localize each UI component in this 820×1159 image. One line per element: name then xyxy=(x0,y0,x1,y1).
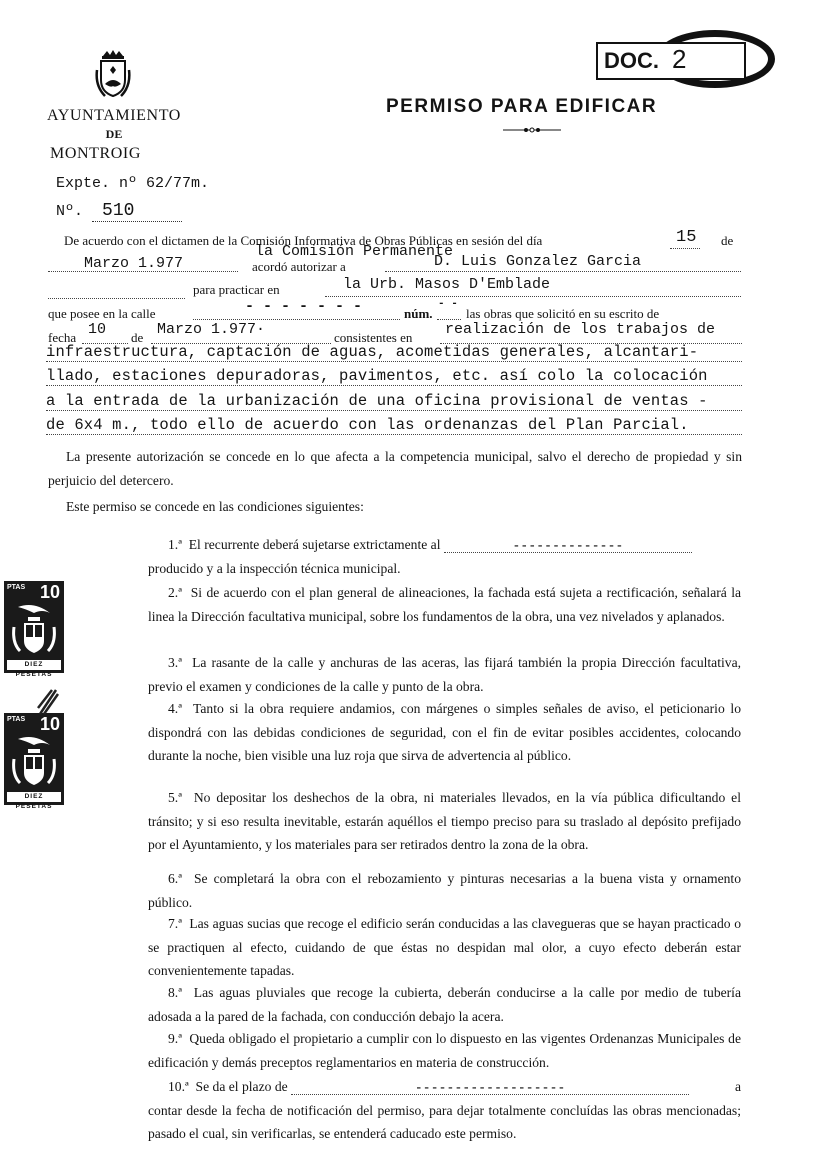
calle-label: que posee en la calle xyxy=(48,306,156,321)
organo-value: la Comisión Permanente xyxy=(255,243,454,260)
condition-text: Las aguas pluviales que recoge la cubierta, deberán conducirse a la calle por medio de tubería adosada a la pared de la fachada, con conducción debajo la acera. xyxy=(148,985,741,1024)
condition-text: El recurrente deberá sujetarse extrictamente al xyxy=(188,537,441,552)
obras-line-4: a la entrada de la urbanización de una oficina provisional de ventas - xyxy=(46,392,742,411)
obras-line-3: llado, estaciones depuradoras, pavimentos, etc. así colo la colocación xyxy=(46,367,742,386)
condition-text: Tanto si la obra requiere andamios, con márgenes o simples señales de aviso, el peticionario lo dispondrá con las debidas condiciones de seguridad, con el fin de evitar posibles accidentes, colocando durante la noche, bien visible una luz roja que sirva de advertencia al público. xyxy=(148,701,741,763)
condition-number: 3.ª xyxy=(168,655,182,670)
obras-line-5: de 6x4 m., todo ello de acuerdo con las ordenanzas del Plan Parcial. xyxy=(46,416,742,435)
blank-field xyxy=(48,282,185,299)
consistentes-label: consistentes en xyxy=(334,330,413,345)
fecha-dia-value: 10 xyxy=(88,321,107,338)
acordo-label: acordó autorizar a xyxy=(252,259,346,274)
fecha-de-label: de xyxy=(131,330,144,345)
stamp-value: 10 xyxy=(39,582,60,602)
condition-number: 6.ª xyxy=(168,871,182,886)
institution-town: MONTROIG xyxy=(50,145,142,162)
num-label: núm. xyxy=(404,306,433,321)
condition-10-end: a xyxy=(734,1079,741,1094)
expediente-number: Expte. nº 62/77m. xyxy=(56,175,210,192)
condiciones-intro: Este permiso se concede en las condiciones siguientes: xyxy=(66,499,364,514)
condition-9 xyxy=(148,1027,741,1074)
condition-text: Si de acuerdo con el plan general de alineaciones, la fachada está sujeta a rectificación, señalará la linea la Dirección facultativa municipal, sobre los fundamentos de la obra, una vez nivelados y aplanados. xyxy=(148,585,741,624)
condition-10 xyxy=(148,1075,741,1146)
page-title: PERMISO PARA EDIFICAR xyxy=(386,96,658,117)
title-ornament-icon xyxy=(503,126,561,134)
numero-value: 510 xyxy=(92,201,182,222)
condition-number: 4.ª xyxy=(168,701,182,716)
municipal-crest-icon xyxy=(93,50,133,100)
condition-3 xyxy=(148,651,741,698)
condition-text: Las aguas sucias que recoge el edificio serán conducidas a las clavegueras que se hayan practicado o se practiquen al efecto, cuidando de que éstas no despidan mal olor, a cuyo efecto deberán estar convenientemente tapadas. xyxy=(148,916,742,978)
condition-1 xyxy=(148,533,741,580)
condition-number: 8.ª xyxy=(168,985,182,1000)
condition-1-fill: - - - - - - - - - - - - - - xyxy=(444,538,692,553)
condition-number: 5.ª xyxy=(168,790,182,805)
condition-number: 9.ª xyxy=(168,1031,182,1046)
beneficiario-value: D. Luis Gonzalez Garcia xyxy=(434,253,642,270)
form-line-1: De acuerdo con el dictamen de la Comisión Informativa de Obras Públicas en sesión del día xyxy=(64,233,543,248)
condition-number: 10.ª xyxy=(168,1079,189,1094)
para-practicar-label: para practicar en xyxy=(193,282,280,297)
doc-number: 2 xyxy=(672,44,687,74)
condition-8 xyxy=(148,981,741,1028)
condition-2 xyxy=(148,581,741,628)
condition-text: Queda obligado el propietario a cumplir con lo dispuesto en las vigentes Ordenanzas Municipales de edificación y demás preceptos reglamentarios en materia de construcción. xyxy=(148,1031,741,1070)
stamp-cancellation-mark-icon xyxy=(36,688,60,716)
obras-line-1: realización de los trabajos de xyxy=(445,321,716,338)
condition-number: 7.ª xyxy=(168,916,182,931)
num-value: - - xyxy=(438,298,458,310)
day-value: 15 xyxy=(676,228,697,247)
lugar-value: la Urb. Masos D'Emblade xyxy=(343,276,551,293)
las-obras-label: las obras que solicitó en su escrito de xyxy=(466,306,660,321)
condition-4 xyxy=(148,697,741,768)
condition-text-cont: contar desde la fecha de notificación del permiso, para dejar totalmente concluídas las obras mencionadas; pasado el cual, sin verificarlas, se entenderá caducado este permiso. xyxy=(148,1102,741,1141)
stamp-currency: PTAS xyxy=(7,716,26,723)
revenue-stamp xyxy=(4,581,64,678)
calle-value: - - - - - - - xyxy=(245,298,363,315)
condition-7 xyxy=(148,912,741,983)
numero-label: Nº. xyxy=(56,203,84,220)
condition-5 xyxy=(148,786,741,857)
stamp-caption: DIEZ PESETAS xyxy=(7,660,61,670)
condition-text: No depositar los deshechos de la obra, ni materiales llevados, en la vía pública dificultando el tránsito; y si eso resulta inevitable, estarán aquéllos el tiempo preciso para su traslado al depósito prefijado por el Ayuntamiento, y los materiales para ser retirados dentro la zona de la obra. xyxy=(148,790,741,852)
document-number xyxy=(56,201,182,222)
revenue-stamp xyxy=(4,713,64,810)
condition-6 xyxy=(148,867,741,914)
coat-of-arms-icon xyxy=(12,603,56,655)
condition-text: Se completará la obra con el rebozamiento y pinturas necesarias a la buena vista y ornamento público. xyxy=(148,871,741,910)
fecha-label: fecha xyxy=(48,330,77,345)
condition-10-fill: - - - - - - - - - - - - - - - - - - - xyxy=(291,1080,689,1095)
coat-of-arms-icon xyxy=(12,735,56,787)
doc-label: DOC. xyxy=(604,48,659,73)
condition-number: 1.ª xyxy=(168,537,182,552)
obras-line-2: infraestructura, captación de aguas, acometidas generales, alcantari- xyxy=(46,343,742,362)
condition-text: Se da el plazo de xyxy=(195,1079,288,1094)
condition-text: La rasante de la calle y anchuras de las aceras, las fijará también la propia Dirección facultativa, previo el examen y condiciones de la calle y punto de la obra. xyxy=(148,655,741,694)
condition-number: 2.ª xyxy=(168,585,182,600)
autorizacion-paragraph: La presente autorización se concede en lo que afecta a la competencia municipal, salvo el derecho de propiedad y sin perjuicio del detercero. xyxy=(48,449,742,488)
fecha-mes-value: Marzo 1.977· xyxy=(157,321,266,338)
stamp-currency: PTAS xyxy=(7,584,26,591)
institution-de: DE xyxy=(105,127,123,141)
institution-name: AYUNTAMIENTO xyxy=(47,107,181,124)
month-year-value: Marzo 1.977 xyxy=(84,255,184,272)
condition-text-cont: producido y a la inspección técnica municipal. xyxy=(148,560,401,576)
form-line-1-end: de xyxy=(721,233,734,248)
stamp-value: 10 xyxy=(39,714,60,734)
stamp-caption: DIEZ PESETAS xyxy=(7,792,61,802)
